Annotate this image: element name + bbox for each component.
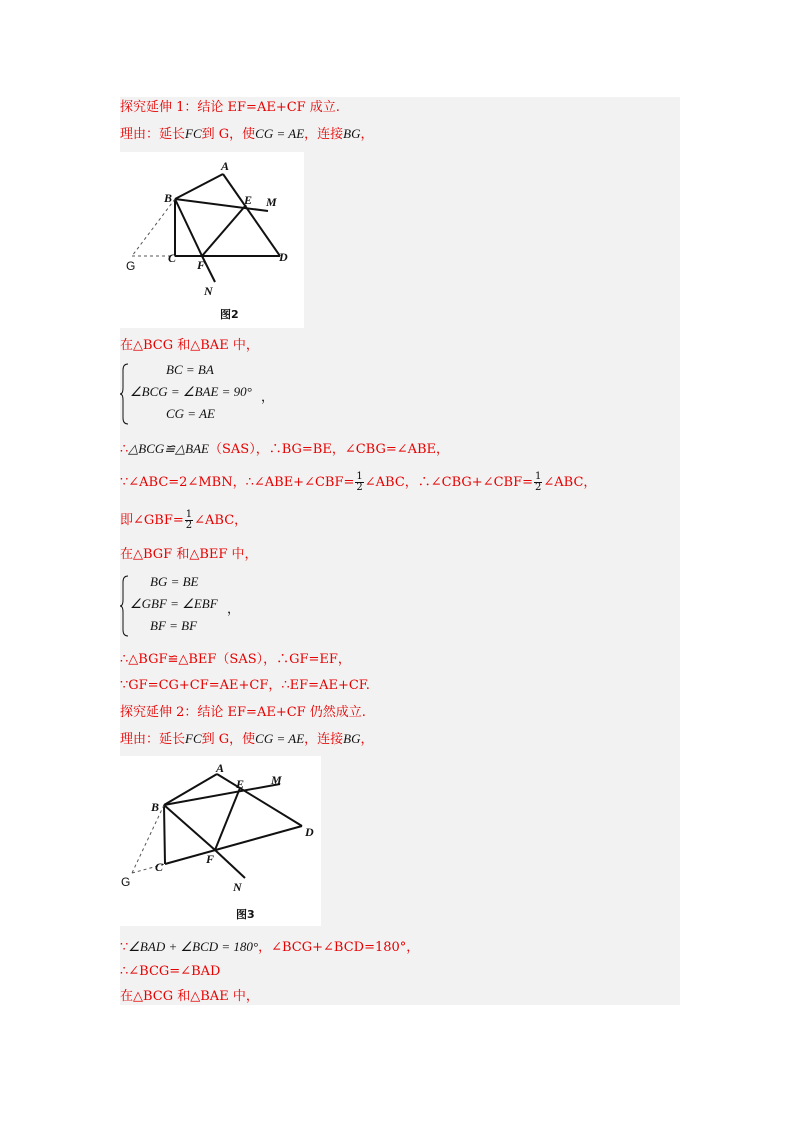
label-d: D [305, 825, 314, 839]
fraction-half: $\frac{1}{2}$ [535, 471, 542, 493]
label-e: E [244, 193, 253, 207]
label-c: C [155, 860, 164, 874]
equation-row: CG = AE [166, 406, 215, 421]
reason-text: 理由：延长 [120, 732, 186, 747]
heading-extension-1: 探究延伸 1：结论 EF=AE+CF 成立. [120, 100, 340, 115]
label-f: F [197, 258, 206, 272]
equation-row: BG = BE [150, 574, 199, 589]
equation-system-2 [120, 574, 420, 638]
gbf-text: 即∠GBF= [120, 513, 184, 528]
math-fc: FC [185, 731, 202, 746]
in-triangles-line-2: 在△BGF 和△BEF 中， [120, 547, 258, 562]
label-f: F [206, 852, 215, 866]
fraction-half: $\frac{1}{2}$ [185, 509, 193, 531]
label-m: M [271, 773, 282, 787]
figure-3-diagram [120, 756, 321, 926]
label-d: D [279, 250, 288, 264]
supplementary-text: ，∠BCG+∠BCD=180°， [258, 940, 420, 955]
punctuation: ， [227, 601, 241, 616]
figure-2-diagram [120, 152, 304, 328]
reason-text: 理由：延长 [120, 127, 186, 142]
brace-icon [120, 574, 130, 638]
label-g: G [126, 259, 136, 273]
label-e: E [236, 777, 245, 791]
reason-line-1 [120, 125, 374, 144]
figure-3 [120, 756, 321, 926]
label-n: N [204, 284, 213, 298]
label-b: B [151, 800, 160, 814]
relation-text: ∠ABC，∴∠CBG+∠CBF= [364, 475, 534, 490]
conclusion-line-3: ∵GF=CG+CF=AE+CF，∴EF=AE+CF. [120, 678, 370, 693]
math-congruence: △BCG≌△BAE [128, 441, 209, 456]
brace-icon [120, 362, 130, 426]
math-bad-bcd: ∠BAD + ∠BCD = 180° [128, 939, 259, 954]
gbf-text: ∠ABC， [194, 513, 248, 528]
heading-extension-2: 探究延伸 2：结论 EF=AE+CF 仍然成立. [120, 705, 366, 720]
relation-text: ∠ABC， [543, 475, 597, 490]
supplementary-angles-line [120, 938, 419, 957]
label-n: N [233, 880, 242, 894]
math-cg-ae: CG = AE [255, 126, 305, 141]
conclusion-line-2: ∴△BGF≌△BEF（SAS），∴GF=EF， [120, 652, 351, 667]
math-bg: BG [343, 731, 361, 746]
therefore-symbol: ∴ [120, 442, 129, 457]
bcg-bad-line: ∴∠BCG=∠BAD [120, 964, 221, 979]
label-g: G [121, 875, 131, 889]
relation-text: ∵∠ABC=2∠MBN，∴∠ABE+∠CBF= [120, 475, 355, 490]
reason-text: 到 G，使 [201, 127, 256, 142]
figure-2 [120, 152, 304, 328]
math-cg-ae: CG = AE [255, 731, 305, 746]
equation-system-1 [120, 362, 420, 426]
label-a: A [221, 159, 230, 173]
reason-text: ， [360, 127, 374, 142]
fraction-half: $\frac{1}{2}$ [356, 471, 363, 493]
conclusion-line-1 [120, 440, 449, 459]
equation-row: BC = BA [166, 362, 214, 377]
label-c: C [168, 251, 177, 265]
because-symbol: ∵ [120, 940, 129, 955]
punctuation: ， [261, 389, 275, 404]
label-a: A [216, 761, 225, 775]
reason-text: 到 G，使 [201, 732, 256, 747]
reason-text: ， [360, 732, 374, 747]
reason-text: ，连接 [304, 127, 344, 142]
equation-row: ∠BCG = ∠BAE = 90° [130, 384, 252, 399]
conclusion-text: （SAS），∴BG=BE，∠CBG=∠ABE， [209, 442, 450, 457]
label-b: B [164, 191, 173, 205]
in-triangles-line-3: 在△BCG 和△BAE 中， [120, 989, 259, 1004]
reason-line-2 [120, 730, 374, 749]
math-fc: FC [185, 126, 202, 141]
math-bg: BG [343, 126, 361, 141]
label-m: M [266, 195, 277, 209]
figure-2-caption: 图2 [220, 308, 239, 321]
equation-row: ∠GBF = ∠EBF [130, 596, 218, 611]
angle-relation-line [120, 470, 596, 496]
figure-3-caption: 图3 [236, 908, 255, 921]
in-triangles-line-1: 在△BCG 和△BAE 中， [120, 338, 259, 353]
gbf-line [120, 508, 247, 534]
equation-row: BF = BF [150, 618, 198, 633]
reason-text: ，连接 [304, 732, 344, 747]
